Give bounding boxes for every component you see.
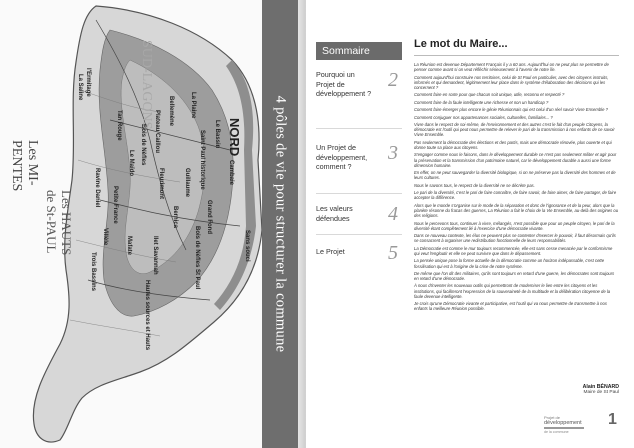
letter-paragraph: Vivre dans le respect de soi-même, de l'environnement et des autres c'est le fait d'un peuple Citoyens, la démocratie est l'outil qui peut nous permettre de relever le pari de la transmission à nos enfants de ce savoir Vivre Ensemble. [414,121,615,138]
mayor-letter [414,62,619,314]
letter-paragraph: S'engager comme nous le faisons, dans le développement durable ce n'est pas seulement militer et agir pour la préservation et la transmission d'un patrimoine naturel, car le développement durable a aussi une forme dimension humaine. [414,152,617,168]
logo-line: de la commune [544,430,569,434]
sommaire-item-number: 4 [388,203,398,225]
place-label: Bellemène [168,96,174,127]
letter-paragraph: Comment faire de la faule intelligente une richesse et non un handicap ? [414,99,549,105]
sommaire-box [316,42,402,265]
place-label: l'Ermitage [85,68,91,97]
signature-block [556,384,619,395]
sommaire-item[interactable] [316,70,402,129]
region-label-sud-lagons: SUD-LAGONS [139,40,154,130]
place-label: Bois de Nèfles St Paul [194,226,200,290]
signature-name: Alain BÉNARD [582,384,619,390]
letter-paragraph: Dans ce nouveau contexte, les élus ne peuvent plus se contenter d'exercer le pouvoir, il faut désormais qu'ils se consacrent à organiser une redistribution fonctionnelle de leurs responsabilités. [414,233,616,244]
left-page [0,0,306,448]
letter-paragraph: Comment aujourd'hui construire nos territoires, celui de St Paul en particulier, avec des citoyens instruits, informés et qui demandent, légitimement leur place dans le système d'élaboration des décisions qui les concernent ? [414,74,609,90]
place-label: Ravine Daniel [94,168,100,208]
letter-paragraph: Comment conjuguer nos appartenances sociales, culturelles, familiales... ? [414,114,553,120]
place-label: Bois de Nèfles [140,124,146,166]
place-label: Saint Paul historique [199,130,205,190]
letter-paragraph: De même que l'on dit des militaires, qu'ils sont toujours en retard d'une guerre, les démocrates sont toujours en retard d'une démocratie. [414,270,615,282]
place-label: La Plaine [190,92,196,119]
letter-paragraph: La Démocratie est comme le mur toujours recommencée, elle est sans cesse menacée par le conformisme qui veut l'engloutir et elle ne peut survivre que dans le dépassement. [414,245,613,256]
sommaire-item-label: Pourquoi un Projet de développement ? [316,70,372,98]
letter-paragraph: Nous le savons tous, le respect de la diversité ne se décrète pas. [414,182,535,188]
logo-line: développement [544,420,582,426]
projet-logo [544,415,590,435]
logo-line: Projet de [544,415,561,420]
sommaire-item-label: Le Projet [316,247,345,256]
page-vertical-title: 4 pôles de vie pour structurer la commune [272,95,289,353]
sommaire-item[interactable] [316,243,402,265]
letter-paragraph: Comment faire émerger plus encore le génie Réunionnais qui est celui d'un réel savoir Vivre Ensemble ? [414,107,608,113]
title-divider [414,55,619,56]
place-label: La Saline [77,74,83,101]
place-label: Mafate [126,236,132,256]
place-label: Guillaume [184,168,190,198]
signature-role: Maire de St Paul [583,390,619,395]
logo-bar [544,427,584,429]
letter-paragraph: Nous le percevons tous, continuer à vivre, mélangés, n'est possible que pour un peuple citoyen, le pari de la diversité étant complètement lié à l'exercice d'une démocratie vivante. [414,220,615,231]
sommaire-item-number: 3 [388,142,398,164]
right-page [306,0,634,448]
letter-paragraph: Pas seulement la démocratie des élections et des partis, mais une démocratie rénovée, plus ouverte et qui donne toute sa place aux citoyens. [414,139,612,150]
sommaire-item-number: 5 [388,242,398,264]
letter-paragraph: Comment faire en sorte pour que chacun soit unique, utile, reconnu et respecté ? [414,92,565,98]
place-label: Bernica [172,206,178,229]
sommaire-item-label: Les valeurs défendues [316,204,353,223]
sommaire-item[interactable] [316,143,402,194]
sommaire-heading: Sommaire [316,42,402,60]
letter-paragraph: En effet, on ne peut sauvegarder la diversité biologique, si on ne préserve pas la diversité des hommes et de leurs cultures. [414,170,616,181]
letter-paragraph: La pensée unique pose la forme actuelle de la démocratie comme un horizon indépassable, c'est cette fossilisation qui est à l'origine de la crise de notre système. [414,258,605,269]
place-label: Sans souci [244,230,250,262]
letter-paragraph: Le pari de la diversité, c'est le pari de faire connaître, de faire savoir, de faire aimer, de faire partager, de faire accepter la différence. [414,190,617,201]
sommaire-item[interactable] [316,204,402,235]
letter-paragraph: Alors que le monde s'organise sur le mode de la séparation et donc de l'ignorance et de la peur, alors que la planète résonne du fracas des guerres, La Réunion a fait le choix de la Vie Ensemble, au-delà des origines ou des religions. [414,202,619,219]
letter-paragraph: Je crois qu'une Démocratie vivante et participative, est l'outil qui va nous permettre de transmettre à nos enfants la meilleure Réunion possible. [414,301,607,312]
place-label: Ilet Savannah [152,236,158,275]
place-label: Hautes sources et Hauts [144,280,150,351]
region-label-nord: NORD [227,118,242,157]
place-label: Cambaie [228,160,234,186]
place-label: Trois Bassins [90,252,96,292]
region-label-hauts: Les HAUTS de St-PAUL [44,190,74,256]
page-number: 1 [608,411,617,428]
region-label-mi-pentes: Les MI-PENTES [9,140,40,192]
place-label: Plateau Caillou [154,110,160,154]
place-label: Petite France [112,186,118,224]
place-label: Fleurimont [158,168,164,199]
place-label: Le Bassin [214,120,220,149]
place-label: Le Maïdo [128,150,134,177]
page-title: Le mot du Maire... [414,38,508,50]
sommaire-item-label: Un Projet de développement, comment ? [316,143,368,171]
place-label: Grand Fond [206,200,212,234]
place-label: Tan Rouge [116,110,122,141]
letter-paragraph: À nous d'inventer les nouveaux outils qui permettront de moderniser le lien entre les citoyens et les institutions, qui faciliteront l'expression de la souveraineté de la multitude et la délibération citoyenne de la faule devenue intelligente. [414,283,611,299]
letter-paragraph: La Réunion est devenue Département Français il y a 60 ans. Aujourd'hui on ne peut plus se permettre de penser comme avant si on veut réfléchir sérieusement à l'avenir de notre île. [414,62,609,73]
sommaire-item-number: 2 [388,69,398,91]
place-label: Villèle [102,228,108,246]
